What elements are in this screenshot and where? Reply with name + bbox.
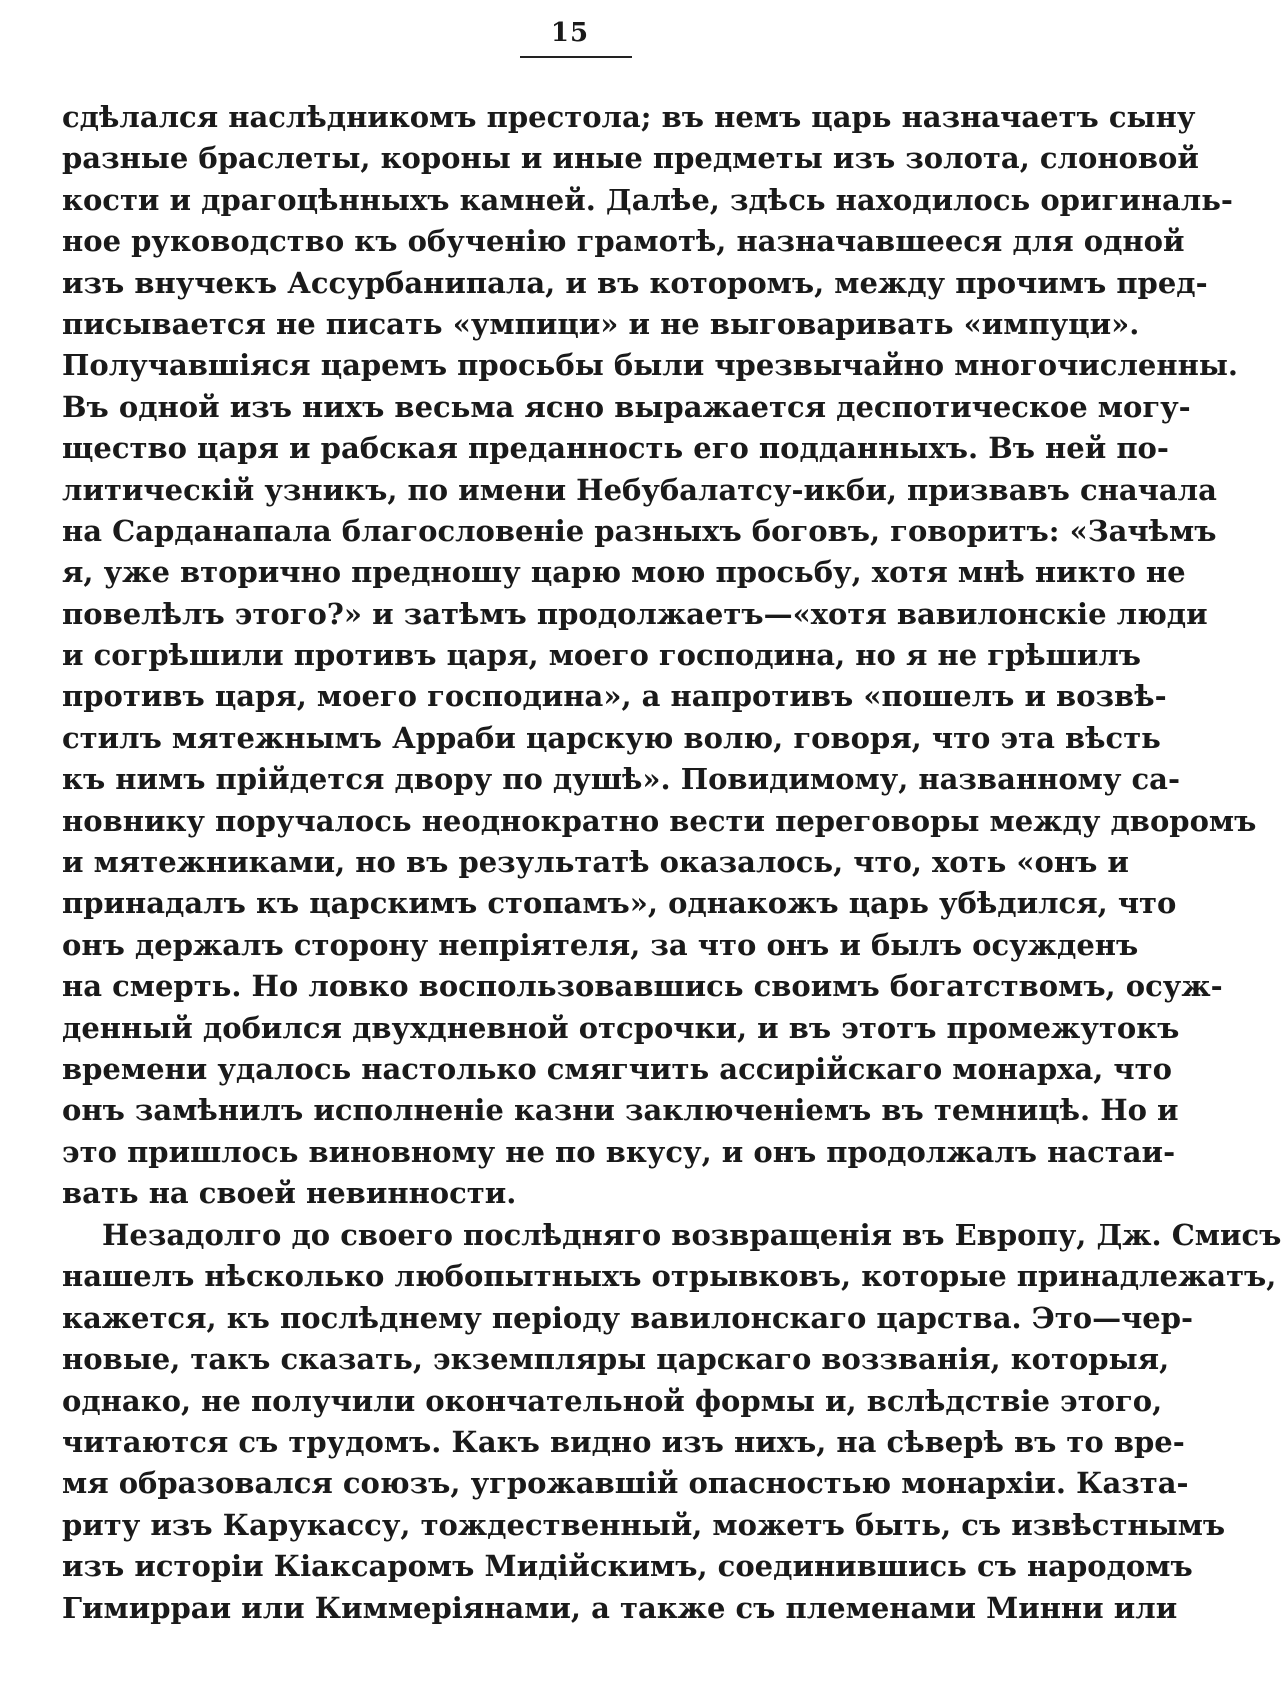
- text-line: я, уже вторично предношу царю мою просьбу, хотя мнѣ никто не: [62, 555, 1186, 590]
- paragraph-1: [62, 97, 1257, 1215]
- text-line: щество царя и рабская преданность его подданныхъ. Въ ней по-: [62, 431, 1169, 466]
- text-line: сдѣлался наслѣдникомъ престола; въ немъ царь назначаетъ сыну: [62, 100, 1196, 134]
- text-line: новые, такъ сказать, экземпляры царскаго воззванія, которыя,: [62, 1342, 1170, 1377]
- text-line: онъ замѣнилъ исполненіе казни заключеніемъ въ темницѣ. Но и: [62, 1093, 1179, 1128]
- text-line: Получавшіяся царемъ просьбы были чрезвычайно многочисленны.: [62, 348, 1238, 383]
- text-line: Гимирраи или Киммеріянами, а также съ племенами Минни или: [62, 1590, 1178, 1625]
- text-line: новнику поручалось неоднократно вести переговоры между дворомъ: [62, 803, 1257, 838]
- text-line: повелѣлъ этого?» и затѣмъ продолжаетъ—«хотя вавилонскіе люди: [62, 596, 1208, 631]
- paragraph-2: [62, 1215, 1281, 1629]
- page-number: 15: [550, 18, 590, 48]
- text-line: и мятежниками, но въ результатѣ оказалось, что, хоть «онъ и: [62, 845, 1129, 880]
- text-line: на Сарданапала благословеніе разныхъ боговъ, говоритъ: «Зачѣмъ: [62, 513, 1217, 548]
- text-line: разные браслеты, короны и иные предметы изъ золота, слоновой: [62, 141, 1199, 176]
- text-line: ное руководство къ обученію грамотѣ, назначавшееся для одной: [62, 224, 1185, 259]
- text-line: противъ царя, моего господина», а напротивъ «пошелъ и возвѣ-: [62, 679, 1167, 714]
- text-line: къ нимъ прійдется двору по душѣ». Повидимому, названному са-: [62, 762, 1181, 797]
- text-line: изъ исторіи Кіаксаромъ Мидійскимъ, соединившись съ народомъ: [62, 1549, 1193, 1584]
- text-line: вать на своей невинности.: [62, 1176, 517, 1211]
- text-line: и согрѣшили противъ царя, моего господина, но я не грѣшилъ: [62, 638, 1142, 673]
- text-line: изъ внучекъ Ассурбанипала, и въ которомъ, между прочимъ пред-: [62, 265, 1208, 300]
- text-line: денный добился двухдневной отсрочки, и въ этотъ промежутокъ: [62, 1010, 1180, 1045]
- text-line: времени удалось настолько смягчить ассирійскаго монарха, что: [62, 1051, 1172, 1086]
- text-line: кажется, къ послѣднему періоду вавилонскаго царства. Это—чер-: [62, 1300, 1194, 1335]
- text-line: принадалъ къ царскимъ стопамъ», однакожъ царь убѣдился, что: [62, 886, 1177, 921]
- text-line: Въ одной изъ нихъ весьма ясно выражается деспотическое могу-: [62, 389, 1191, 424]
- text-line: нашелъ нѣсколько любопытныхъ отрывковъ, которые принадлежатъ,: [62, 1259, 1277, 1294]
- text-line: мя образовался союзъ, угрожавшій опасностью монархіи. Казта-: [62, 1466, 1189, 1501]
- text-line: Незадолго до своего послѣдняго возвращенія въ Европу, Дж. Смисъ: [102, 1218, 1281, 1252]
- text-line: стилъ мятежнымъ Арраби царскую волю, говоря, что эта вѣсть: [62, 720, 1161, 755]
- text-line: риту изъ Карукассу, тождественный, можетъ быть, съ извѣстнымъ: [62, 1507, 1226, 1542]
- text-line: кости и драгоцѣнныхъ камней. Далѣе, здѣсь находилось оригиналь-: [62, 182, 1233, 217]
- text-line: писывается не писать «умпици» и не выговаривать «импуци».: [62, 306, 1140, 341]
- text-line: литическій узникъ, по имени Небубалатсу-икби, призвавъ сначала: [62, 472, 1217, 507]
- text-line: однако, не получили окончательной формы и, вслѣдствіе этого,: [62, 1383, 1163, 1418]
- page-number-rule: [520, 56, 632, 58]
- text-line: онъ держалъ сторону непріятеля, за что онъ и былъ осужденъ: [62, 927, 1139, 962]
- text-line: это пришлось виновному не по вкусу, и онъ продолжалъ настаи-: [62, 1134, 1176, 1169]
- text-line: читаются съ трудомъ. Какъ видно изъ нихъ, на сѣверѣ въ то вре-: [62, 1424, 1185, 1459]
- text-line: на смерть. Но ловко воспользовавшись своимъ богатствомъ, осуж-: [62, 969, 1223, 1004]
